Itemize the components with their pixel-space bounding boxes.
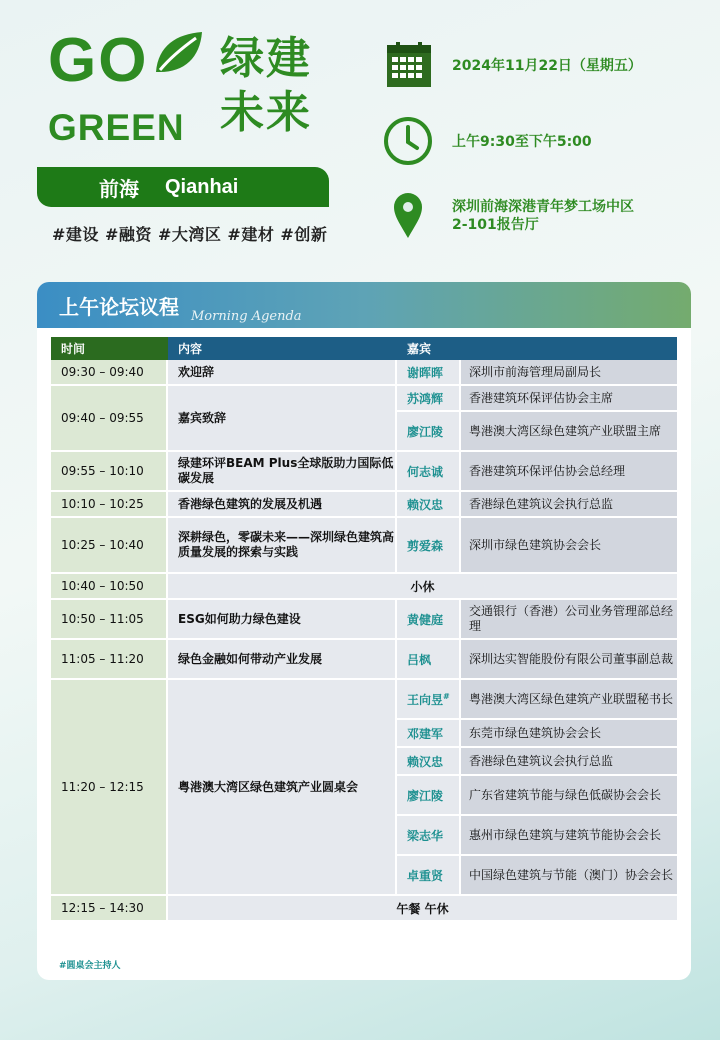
logo-go-text: GO bbox=[48, 26, 149, 95]
footnote: #圆桌会主持人 bbox=[59, 961, 121, 971]
logo-cn-line2: 未来 bbox=[220, 87, 312, 138]
guest-title: 中国绿色建筑与节能（澳门）协会会长 bbox=[461, 856, 677, 896]
guest-name: 赖汉忠 bbox=[407, 754, 444, 769]
guest-name-cell bbox=[397, 492, 461, 518]
leaf-icon bbox=[150, 28, 206, 78]
row-time: 09:30 – 09:40 bbox=[51, 360, 168, 386]
row-break: 午餐 午休 bbox=[168, 896, 677, 922]
row-content: 绿建环评BEAM Plus全球版助力国际低碳发展 bbox=[168, 452, 397, 492]
agenda-row bbox=[51, 360, 677, 386]
column-header-time: 时间 bbox=[51, 337, 168, 360]
location-en: Qianhai bbox=[165, 175, 239, 198]
row-content: 深耕绿色，零碳未来——深圳绿色建筑高质量发展的探索与实践 bbox=[168, 518, 397, 574]
logo-green-text: GREEN bbox=[48, 107, 185, 148]
guest-name: 廖江陵 bbox=[407, 424, 444, 439]
row-content: 香港绿色建筑的发展及机遇 bbox=[168, 492, 397, 518]
guest-name: 赖汉忠 bbox=[407, 497, 444, 512]
row-time: 11:20 – 12:15 bbox=[51, 680, 168, 896]
guest-name-cell bbox=[397, 720, 461, 748]
guest-name-cell bbox=[397, 640, 461, 680]
row-content: 绿色金融如何带动产业发展 bbox=[168, 640, 397, 680]
date-row bbox=[386, 42, 642, 88]
table-header-row bbox=[51, 337, 677, 360]
agenda-row bbox=[51, 574, 677, 600]
row-time: 09:40 – 09:55 bbox=[51, 386, 168, 452]
row-time: 10:40 – 10:50 bbox=[51, 574, 168, 600]
agenda-subtitle: Morning Agenda bbox=[191, 309, 302, 324]
guest-name: 邓建军 bbox=[407, 726, 444, 741]
guest-name-cell bbox=[397, 412, 461, 452]
guest-title: 香港绿色建筑议会执行总监 bbox=[461, 748, 677, 776]
row-time: 10:25 – 10:40 bbox=[51, 518, 168, 574]
logo-chinese-text bbox=[220, 32, 332, 140]
guest-name-cell bbox=[397, 360, 461, 386]
event-address bbox=[452, 198, 634, 234]
guest-name: 梁志华 bbox=[407, 828, 444, 843]
guest-name: 卓重贤 bbox=[407, 868, 444, 883]
row-content: 嘉宾致辞 bbox=[168, 386, 397, 452]
row-content: ESG如何助力绿色建设 bbox=[168, 600, 397, 640]
address-line2: 2-101报告厅 bbox=[452, 217, 539, 233]
guest-title: 深圳市绿色建筑协会会长 bbox=[461, 518, 677, 574]
hashtags: #建设 #融资 #大湾区 #建材 #创新 bbox=[52, 225, 328, 244]
row-break: 小休 bbox=[168, 574, 677, 600]
agenda-table bbox=[51, 337, 677, 922]
guest-name: 苏鸿辉 bbox=[407, 391, 444, 406]
guest-name-cell bbox=[397, 856, 461, 896]
guest-name-cell bbox=[397, 386, 461, 412]
agenda-row bbox=[51, 518, 677, 574]
agenda-row bbox=[51, 492, 677, 518]
event-date: 2024年11月22日（星期五） bbox=[452, 58, 642, 74]
agenda-row bbox=[51, 386, 677, 412]
logo-cn-line1: 绿建 bbox=[220, 33, 312, 84]
agenda-row bbox=[51, 896, 677, 922]
column-header-guests: 嘉宾 bbox=[397, 337, 677, 360]
row-time: 10:10 – 10:25 bbox=[51, 492, 168, 518]
address-row bbox=[392, 192, 634, 240]
guest-name-cell bbox=[397, 452, 461, 492]
agenda-title: 上午论坛议程 bbox=[59, 295, 179, 319]
guest-title: 东莞市绿色建筑协会会长 bbox=[461, 720, 677, 748]
row-time: 09:55 – 10:10 bbox=[51, 452, 168, 492]
row-time: 11:05 – 11:20 bbox=[51, 640, 168, 680]
agenda-row bbox=[51, 452, 677, 492]
agenda-row bbox=[51, 640, 677, 680]
guest-title: 惠州市绿色建筑与建筑节能协会会长 bbox=[461, 816, 677, 856]
agenda-row bbox=[51, 600, 677, 640]
column-header-content: 内容 bbox=[168, 337, 397, 360]
location-pin-icon bbox=[392, 192, 424, 240]
guest-name: 何志诚 bbox=[407, 464, 444, 479]
guest-title: 交通银行（香港）公司业务管理部总经理 bbox=[461, 600, 677, 640]
guest-title: 香港绿色建筑议会执行总监 bbox=[461, 492, 677, 518]
clock-icon bbox=[382, 115, 434, 167]
guest-name: 王向昱 bbox=[407, 692, 444, 707]
guest-name: 剪爱森 bbox=[407, 538, 444, 553]
row-content: 欢迎辞 bbox=[168, 360, 397, 386]
address-line1: 深圳前海深港青年梦工场中区 bbox=[452, 199, 634, 215]
guest-name: 吕枫 bbox=[407, 652, 432, 667]
guest-title: 香港建筑环保评估协会总经理 bbox=[461, 452, 677, 492]
event-time: 上午9:30至下午5:00 bbox=[452, 134, 592, 150]
location-cn: 前海 bbox=[99, 176, 139, 201]
guest-title: 深圳达实智能股份有限公司董事副总裁 bbox=[461, 640, 677, 680]
guest-name-cell bbox=[397, 680, 461, 720]
guest-title: 广东省建筑节能与绿色低碳协会会长 bbox=[461, 776, 677, 816]
time-row bbox=[382, 115, 592, 167]
guest-name-cell bbox=[397, 600, 461, 640]
guest-title: 粤港澳大湾区绿色建筑产业联盟主席 bbox=[461, 412, 677, 452]
guest-title: 香港建筑环保评估协会主席 bbox=[461, 386, 677, 412]
guest-name-cell bbox=[397, 776, 461, 816]
moderator-mark: # bbox=[443, 691, 450, 701]
agenda-panel bbox=[37, 282, 691, 980]
guest-title: 粤港澳大湾区绿色建筑产业联盟秘书长 bbox=[461, 680, 677, 720]
guest-title: 深圳市前海管理局副局长 bbox=[461, 360, 677, 386]
guest-name: 谢晖晖 bbox=[407, 365, 444, 380]
row-content: 粤港澳大湾区绿色建筑产业圆桌会 bbox=[168, 680, 397, 896]
guest-name: 黄健庭 bbox=[407, 612, 444, 627]
row-time: 12:15 – 14:30 bbox=[51, 896, 168, 922]
location-banner bbox=[37, 167, 329, 207]
agenda-body bbox=[51, 360, 677, 922]
agenda-row bbox=[51, 680, 677, 720]
row-time: 10:50 – 11:05 bbox=[51, 600, 168, 640]
guest-name: 廖江陵 bbox=[407, 788, 444, 803]
calendar-icon bbox=[386, 42, 432, 88]
agenda-header bbox=[37, 282, 691, 328]
guest-name-cell bbox=[397, 518, 461, 574]
guest-name-cell bbox=[397, 816, 461, 856]
guest-name-cell bbox=[397, 748, 461, 776]
